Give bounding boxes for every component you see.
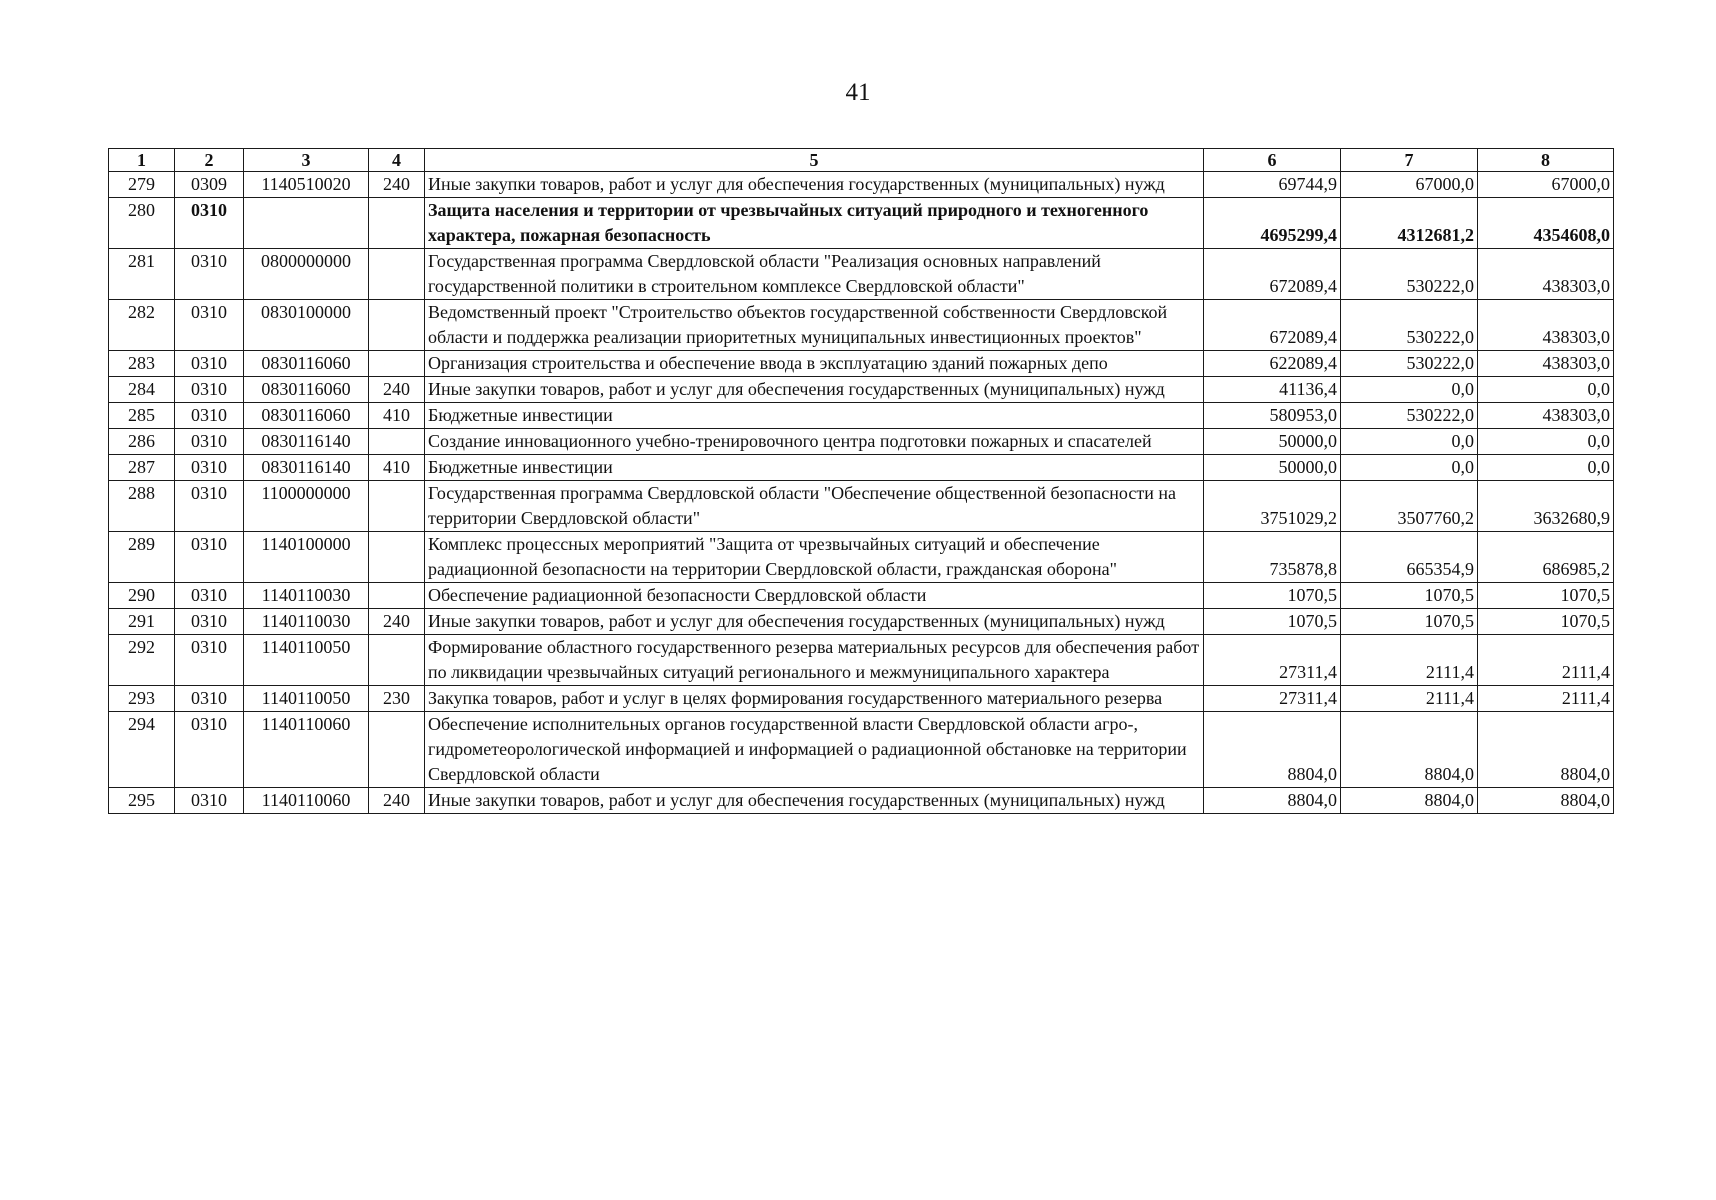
target-article-code: 0800000000	[244, 249, 369, 300]
row-number: 283	[109, 351, 175, 377]
page-number: 41	[845, 79, 871, 106]
amount-col-6: 735878,8	[1204, 532, 1341, 583]
section-code: 0310	[175, 788, 244, 814]
table-row	[109, 403, 1614, 429]
expense-type-code: 240	[369, 609, 425, 635]
table-row	[109, 481, 1614, 532]
item-name: Обеспечение исполнительных органов государственной власти Свердловской области агро-, гидрометеорологической информацией и информацией о радиационной обстановке на территории Свердловской области	[425, 712, 1204, 788]
expense-type-code	[369, 532, 425, 583]
target-article-code: 1140110060	[244, 788, 369, 814]
amount-col-8: 0,0	[1478, 455, 1614, 481]
item-name: Государственная программа Свердловской области "Реализация основных направлений государственной политики в строительном комплексе Свердловской области"	[425, 249, 1204, 300]
amount-col-7: 1070,5	[1341, 583, 1478, 609]
expense-type-code: 410	[369, 403, 425, 429]
table-row	[109, 532, 1614, 583]
header-col-6: 6	[1204, 149, 1341, 172]
amount-col-6: 672089,4	[1204, 300, 1341, 351]
amount-col-7: 4312681,2	[1341, 198, 1478, 249]
section-code: 0310	[175, 455, 244, 481]
row-number: 292	[109, 635, 175, 686]
section-code: 0310	[175, 481, 244, 532]
section-code: 0310	[175, 635, 244, 686]
expense-type-code	[369, 249, 425, 300]
expense-type-code	[369, 300, 425, 351]
amount-col-8: 0,0	[1478, 429, 1614, 455]
item-name: Защита населения и территории от чрезвычайных ситуаций природного и техногенного характера, пожарная безопасность	[425, 198, 1204, 249]
table-row	[109, 455, 1614, 481]
section-code: 0310	[175, 351, 244, 377]
table-header-row	[109, 149, 1614, 172]
amount-col-6: 50000,0	[1204, 429, 1341, 455]
amount-col-8: 67000,0	[1478, 172, 1614, 198]
item-name: Комплекс процессных мероприятий "Защита от чрезвычайных ситуаций и обеспечение радиационной безопасности на территории Свердловской области, гражданская оборона"	[425, 532, 1204, 583]
row-number: 295	[109, 788, 175, 814]
item-name: Иные закупки товаров, работ и услуг для обеспечения государственных (муниципальных) нужд	[425, 609, 1204, 635]
table-row	[109, 300, 1614, 351]
item-name: Государственная программа Свердловской области "Обеспечение общественной безопасности на территории Свердловской области"	[425, 481, 1204, 532]
amount-col-7: 530222,0	[1341, 351, 1478, 377]
amount-col-6: 69744,9	[1204, 172, 1341, 198]
amount-col-6: 1070,5	[1204, 609, 1341, 635]
table-row	[109, 198, 1614, 249]
item-name: Иные закупки товаров, работ и услуг для обеспечения государственных (муниципальных) нужд	[425, 172, 1204, 198]
table-row	[109, 686, 1614, 712]
header-col-1: 1	[109, 149, 175, 172]
row-number: 279	[109, 172, 175, 198]
expense-type-code: 240	[369, 788, 425, 814]
amount-col-8: 686985,2	[1478, 532, 1614, 583]
item-name: Иные закупки товаров, работ и услуг для обеспечения государственных (муниципальных) нужд	[425, 377, 1204, 403]
row-number: 285	[109, 403, 175, 429]
item-name: Бюджетные инвестиции	[425, 455, 1204, 481]
budget-table	[108, 148, 1614, 814]
amount-col-6: 27311,4	[1204, 635, 1341, 686]
row-number: 293	[109, 686, 175, 712]
target-article-code: 0830116060	[244, 351, 369, 377]
section-code: 0310	[175, 532, 244, 583]
amount-col-7: 3507760,2	[1341, 481, 1478, 532]
table-row	[109, 635, 1614, 686]
target-article-code: 1140110030	[244, 609, 369, 635]
amount-col-6: 41136,4	[1204, 377, 1341, 403]
amount-col-7: 530222,0	[1341, 403, 1478, 429]
expense-type-code	[369, 429, 425, 455]
amount-col-8: 438303,0	[1478, 300, 1614, 351]
expense-type-code: 240	[369, 377, 425, 403]
amount-col-7: 0,0	[1341, 455, 1478, 481]
amount-col-8: 2111,4	[1478, 635, 1614, 686]
header-col-8: 8	[1478, 149, 1614, 172]
amount-col-7: 2111,4	[1341, 635, 1478, 686]
target-article-code: 0830116140	[244, 455, 369, 481]
item-name: Ведомственный проект "Строительство объектов государственной собственности Свердловской области и поддержка реализации приоритетных муниципальных инвестиционных проектов"	[425, 300, 1204, 351]
amount-col-8: 3632680,9	[1478, 481, 1614, 532]
expense-type-code	[369, 351, 425, 377]
amount-col-8: 8804,0	[1478, 712, 1614, 788]
header-col-2: 2	[175, 149, 244, 172]
amount-col-8: 4354608,0	[1478, 198, 1614, 249]
table-row	[109, 429, 1614, 455]
amount-col-6: 622089,4	[1204, 351, 1341, 377]
row-number: 284	[109, 377, 175, 403]
table-row	[109, 351, 1614, 377]
section-code: 0310	[175, 198, 244, 249]
target-article-code: 0830116060	[244, 377, 369, 403]
item-name: Формирование областного государственного резерва материальных ресурсов для обеспечения работ по ликвидации чрезвычайных ситуаций регионального и межмуниципального характера	[425, 635, 1204, 686]
target-article-code: 1140510020	[244, 172, 369, 198]
amount-col-7: 8804,0	[1341, 788, 1478, 814]
item-name: Иные закупки товаров, работ и услуг для обеспечения государственных (муниципальных) нужд	[425, 788, 1204, 814]
expense-type-code: 240	[369, 172, 425, 198]
target-article-code: 1140110030	[244, 583, 369, 609]
table-row	[109, 609, 1614, 635]
section-code: 0310	[175, 249, 244, 300]
expense-type-code	[369, 481, 425, 532]
row-number: 294	[109, 712, 175, 788]
section-code: 0310	[175, 300, 244, 351]
amount-col-6: 8804,0	[1204, 788, 1341, 814]
item-name: Бюджетные инвестиции	[425, 403, 1204, 429]
table-row	[109, 583, 1614, 609]
amount-col-6: 672089,4	[1204, 249, 1341, 300]
amount-col-8: 438303,0	[1478, 351, 1614, 377]
amount-col-7: 0,0	[1341, 429, 1478, 455]
section-code: 0310	[175, 403, 244, 429]
row-number: 280	[109, 198, 175, 249]
target-article-code	[244, 198, 369, 249]
target-article-code: 1140100000	[244, 532, 369, 583]
row-number: 281	[109, 249, 175, 300]
item-name: Закупка товаров, работ и услуг в целях формирования государственного материального резерва	[425, 686, 1204, 712]
row-number: 286	[109, 429, 175, 455]
expense-type-code: 410	[369, 455, 425, 481]
amount-col-6: 50000,0	[1204, 455, 1341, 481]
row-number: 282	[109, 300, 175, 351]
expense-type-code	[369, 583, 425, 609]
amount-col-8: 1070,5	[1478, 583, 1614, 609]
section-code: 0310	[175, 583, 244, 609]
header-col-3: 3	[244, 149, 369, 172]
amount-col-8: 0,0	[1478, 377, 1614, 403]
amount-col-7: 67000,0	[1341, 172, 1478, 198]
amount-col-7: 1070,5	[1341, 609, 1478, 635]
amount-col-7: 530222,0	[1341, 249, 1478, 300]
amount-col-7: 2111,4	[1341, 686, 1478, 712]
table-row	[109, 712, 1614, 788]
item-name: Обеспечение радиационной безопасности Свердловской области	[425, 583, 1204, 609]
amount-col-8: 438303,0	[1478, 249, 1614, 300]
table-row	[109, 377, 1614, 403]
amount-col-7: 8804,0	[1341, 712, 1478, 788]
amount-col-6: 27311,4	[1204, 686, 1341, 712]
amount-col-8: 1070,5	[1478, 609, 1614, 635]
section-code: 0310	[175, 429, 244, 455]
row-number: 290	[109, 583, 175, 609]
section-code: 0310	[175, 686, 244, 712]
row-number: 291	[109, 609, 175, 635]
amount-col-6: 1070,5	[1204, 583, 1341, 609]
item-name: Создание инновационного учебно-тренировочного центра подготовки пожарных и спасателей	[425, 429, 1204, 455]
amount-col-7: 665354,9	[1341, 532, 1478, 583]
table-row	[109, 172, 1614, 198]
row-number: 287	[109, 455, 175, 481]
table-body	[109, 172, 1614, 814]
row-number: 288	[109, 481, 175, 532]
expense-type-code	[369, 198, 425, 249]
row-number: 289	[109, 532, 175, 583]
amount-col-8: 2111,4	[1478, 686, 1614, 712]
amount-col-8: 438303,0	[1478, 403, 1614, 429]
target-article-code: 0830116060	[244, 403, 369, 429]
table-row	[109, 788, 1614, 814]
amount-col-8: 8804,0	[1478, 788, 1614, 814]
section-code: 0310	[175, 377, 244, 403]
target-article-code: 0830100000	[244, 300, 369, 351]
amount-col-7: 530222,0	[1341, 300, 1478, 351]
amount-col-7: 0,0	[1341, 377, 1478, 403]
expense-type-code	[369, 635, 425, 686]
expense-type-code	[369, 712, 425, 788]
expense-type-code: 230	[369, 686, 425, 712]
item-name: Организация строительства и обеспечение ввода в эксплуатацию зданий пожарных депо	[425, 351, 1204, 377]
target-article-code: 1140110060	[244, 712, 369, 788]
amount-col-6: 4695299,4	[1204, 198, 1341, 249]
section-code: 0310	[175, 712, 244, 788]
header-col-4: 4	[369, 149, 425, 172]
target-article-code: 0830116140	[244, 429, 369, 455]
target-article-code: 1140110050	[244, 635, 369, 686]
target-article-code: 1100000000	[244, 481, 369, 532]
target-article-code: 1140110050	[244, 686, 369, 712]
header-col-5: 5	[425, 149, 1204, 172]
section-code: 0309	[175, 172, 244, 198]
amount-col-6: 8804,0	[1204, 712, 1341, 788]
header-col-7: 7	[1341, 149, 1478, 172]
amount-col-6: 580953,0	[1204, 403, 1341, 429]
amount-col-6: 3751029,2	[1204, 481, 1341, 532]
section-code: 0310	[175, 609, 244, 635]
table-row	[109, 249, 1614, 300]
